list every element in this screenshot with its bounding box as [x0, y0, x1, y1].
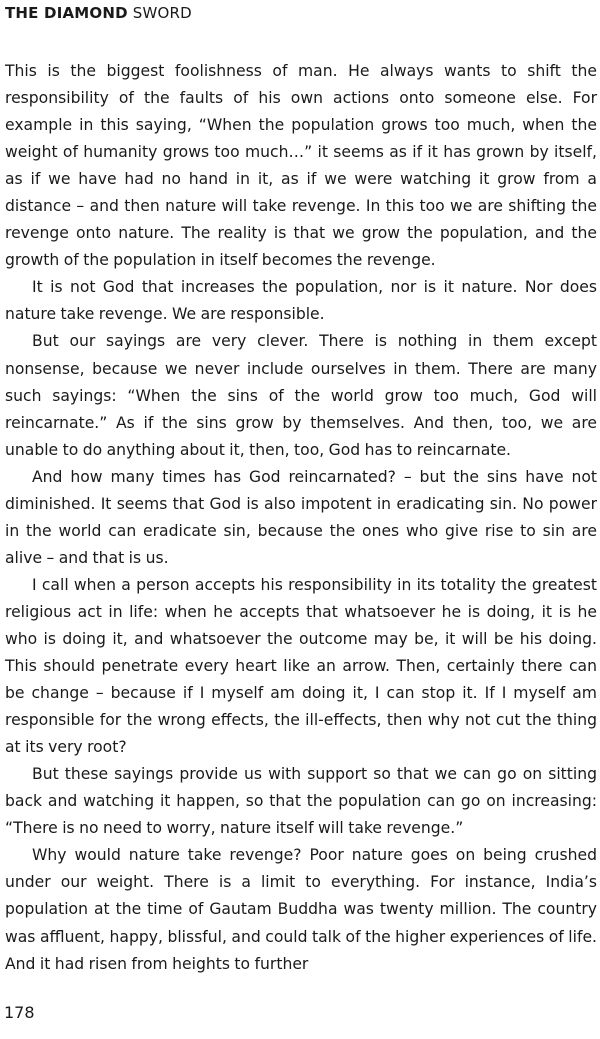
page-number: 178 — [4, 1003, 35, 1022]
running-head-bold: THE DIAMOND — [5, 4, 128, 22]
paragraph-6: But these sayings provide us with support so that we can go on sitting back and watching it happen, so that the population can go on increasing: “There is no need to worry, nature itself will take revenge.” — [5, 765, 597, 838]
paragraph-2: It is not God that increases the population, nor is it nature. Nor does nature take revenge. We are responsible. — [5, 278, 597, 324]
paragraph-7: Why would nature take revenge? Poor nature goes on being crushed under our weight. There is a limit to everything. For instance, India’s population at the time of Gautam Buddha was twenty million. The country was affluent, happy, blissful, and could talk of the higher experiences of life. And it had risen from heights to further — [5, 846, 597, 973]
running-head-rest: SWORD — [132, 4, 192, 22]
paragraph-1: This is the biggest foolishness of man. He always wants to shift the responsibility of the faults of his own actions onto someone else. For example in this saying, “When the population grows too much, when the weight of humanity grows too much…” it seems as if it has grown by itself, as if we have had no hand in it, as if we were watching it grow from a distance – and then nature will take revenge. In this too we are shifting the revenge onto nature. The reality is that we grow the population, and the growth of the population in itself becomes the revenge. — [5, 62, 597, 270]
body-text — [5, 58, 597, 978]
running-head — [5, 3, 192, 23]
paragraph-5: I call when a person accepts his responsibility in its totality the greatest religious act in life: when he accepts that whatsoever he is doing, it is he who is doing it, and whatsoever the outcome may be, it will be his doing. This should penetrate every heart like an arrow. Then, certainly there can be change – because if I myself am doing it, I can stop it. If I myself am responsible for the wrong effects, the ill-effects, then why not cut the thing at its very root? — [5, 575, 597, 757]
paragraph-4: And how many times has God reincarnated? – but the sins have not diminished. It seems that God is also impotent in eradicating sin. No power in the world can eradicate sin, because the ones who give rise to sin are alive – and that is us. — [5, 467, 597, 567]
paragraph-3: But our sayings are very clever. There is nothing in them except nonsense, because we never include ourselves in them. There are many such sayings: “When the sins of the world grow too much, God will reincarnate.” As if the sins grow by themselves. And then, too, we are unable to do anything about it, then, too, God has to reincarnate. — [5, 332, 597, 459]
